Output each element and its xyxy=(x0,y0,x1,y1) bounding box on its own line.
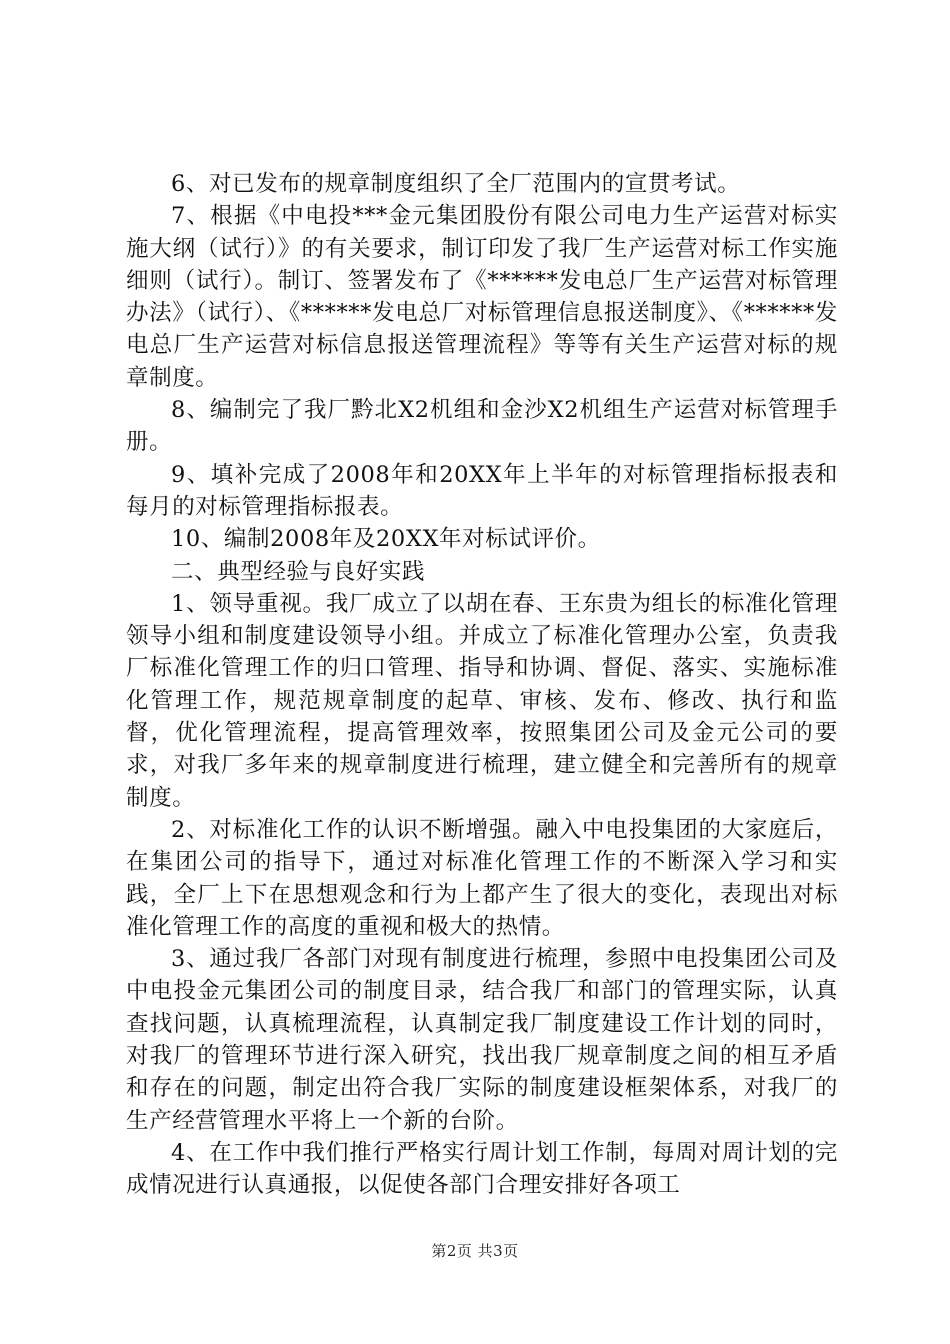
paragraph-experience-2: 2、对标准化工作的认识不断增强。融入中电投集团的大家庭后，在集团公司的指导下，通过对标准化管理工作的不断深入学习和实践，全厂上下在思想观念和行为上都产生了很大的变化，表现出对标准化管理工作的高度的重视和极大的热情。 xyxy=(126,816,838,940)
paragraph-experience-4: 4、在工作中我们推行严格实行周计划工作制，每周对周计划的完成情况进行认真通报，以促使各部门合理安排好各项工 xyxy=(126,1139,838,1199)
paragraph-experience-1: 1、领导重视。我厂成立了以胡在春、王东贵为组长的标准化管理领导小组和制度建设领导小组。并成立了标准化管理办公室，负责我厂标准化管理工作的归口管理、指导和协调、督促、落实、实施标准化管理工作，规范规章制度的起草、审核、发布、修改、执行和监督，优化管理流程，提高管理效率，按照集团公司及金元公司的要求，对我厂多年来的规章制度进行梳理，建立健全和完善所有的规章制度。 xyxy=(126,590,838,811)
section-heading-experience: 二、典型经验与良好实践 xyxy=(171,558,426,585)
paragraph-item-9: 9、填补完成了2008年和20XX年上半年的对标管理指标报表和每月的对标管理指标报表。 xyxy=(126,461,838,520)
paragraph-experience-3: 3、通过我厂各部门对现有制度进行梳理，参照中电投集团公司及中电投金元集团公司的制度目录，结合我厂和部门的管理实际，认真查找问题，认真梳理流程，认真制定我厂制度建设工作计划的同时，对我厂的管理环节进行深入研究，找出我厂规章制度之间的相互矛盾和存在的问题，制定出符合我厂实际的制度建设框架体系，对我厂的生产经营管理水平将上一个新的台阶。 xyxy=(126,946,838,1134)
document-body xyxy=(126,168,838,1202)
paragraph-item-7: 7、根据《中电投***金元集团股份有限公司电力生产运营对标实施大纲（试行）》的有关要求，制订印发了我厂生产运营对标工作实施细则（试行）。制订、签署发布了《******发电总厂生产运营对标管理办法》（试行）、《******发电总厂对标管理信息报送制度》、《******发电总厂生产运营对标信息报送管理流程》等等有关生产运营对标的规章制度。 xyxy=(126,203,838,391)
paragraph-item-8: 8、编制完了我厂黔北X2机组和金沙X2机组生产运营对标管理手册。 xyxy=(126,397,838,456)
paragraph-item-10: 10、编制2008年及20XX年对标试评价。 xyxy=(171,526,601,553)
page-number-footer: 第2页 共3页 xyxy=(431,1242,519,1260)
paragraph-item-6: 6、对已发布的规章制度组织了全厂范围内的宣贯考试。 xyxy=(171,171,741,197)
